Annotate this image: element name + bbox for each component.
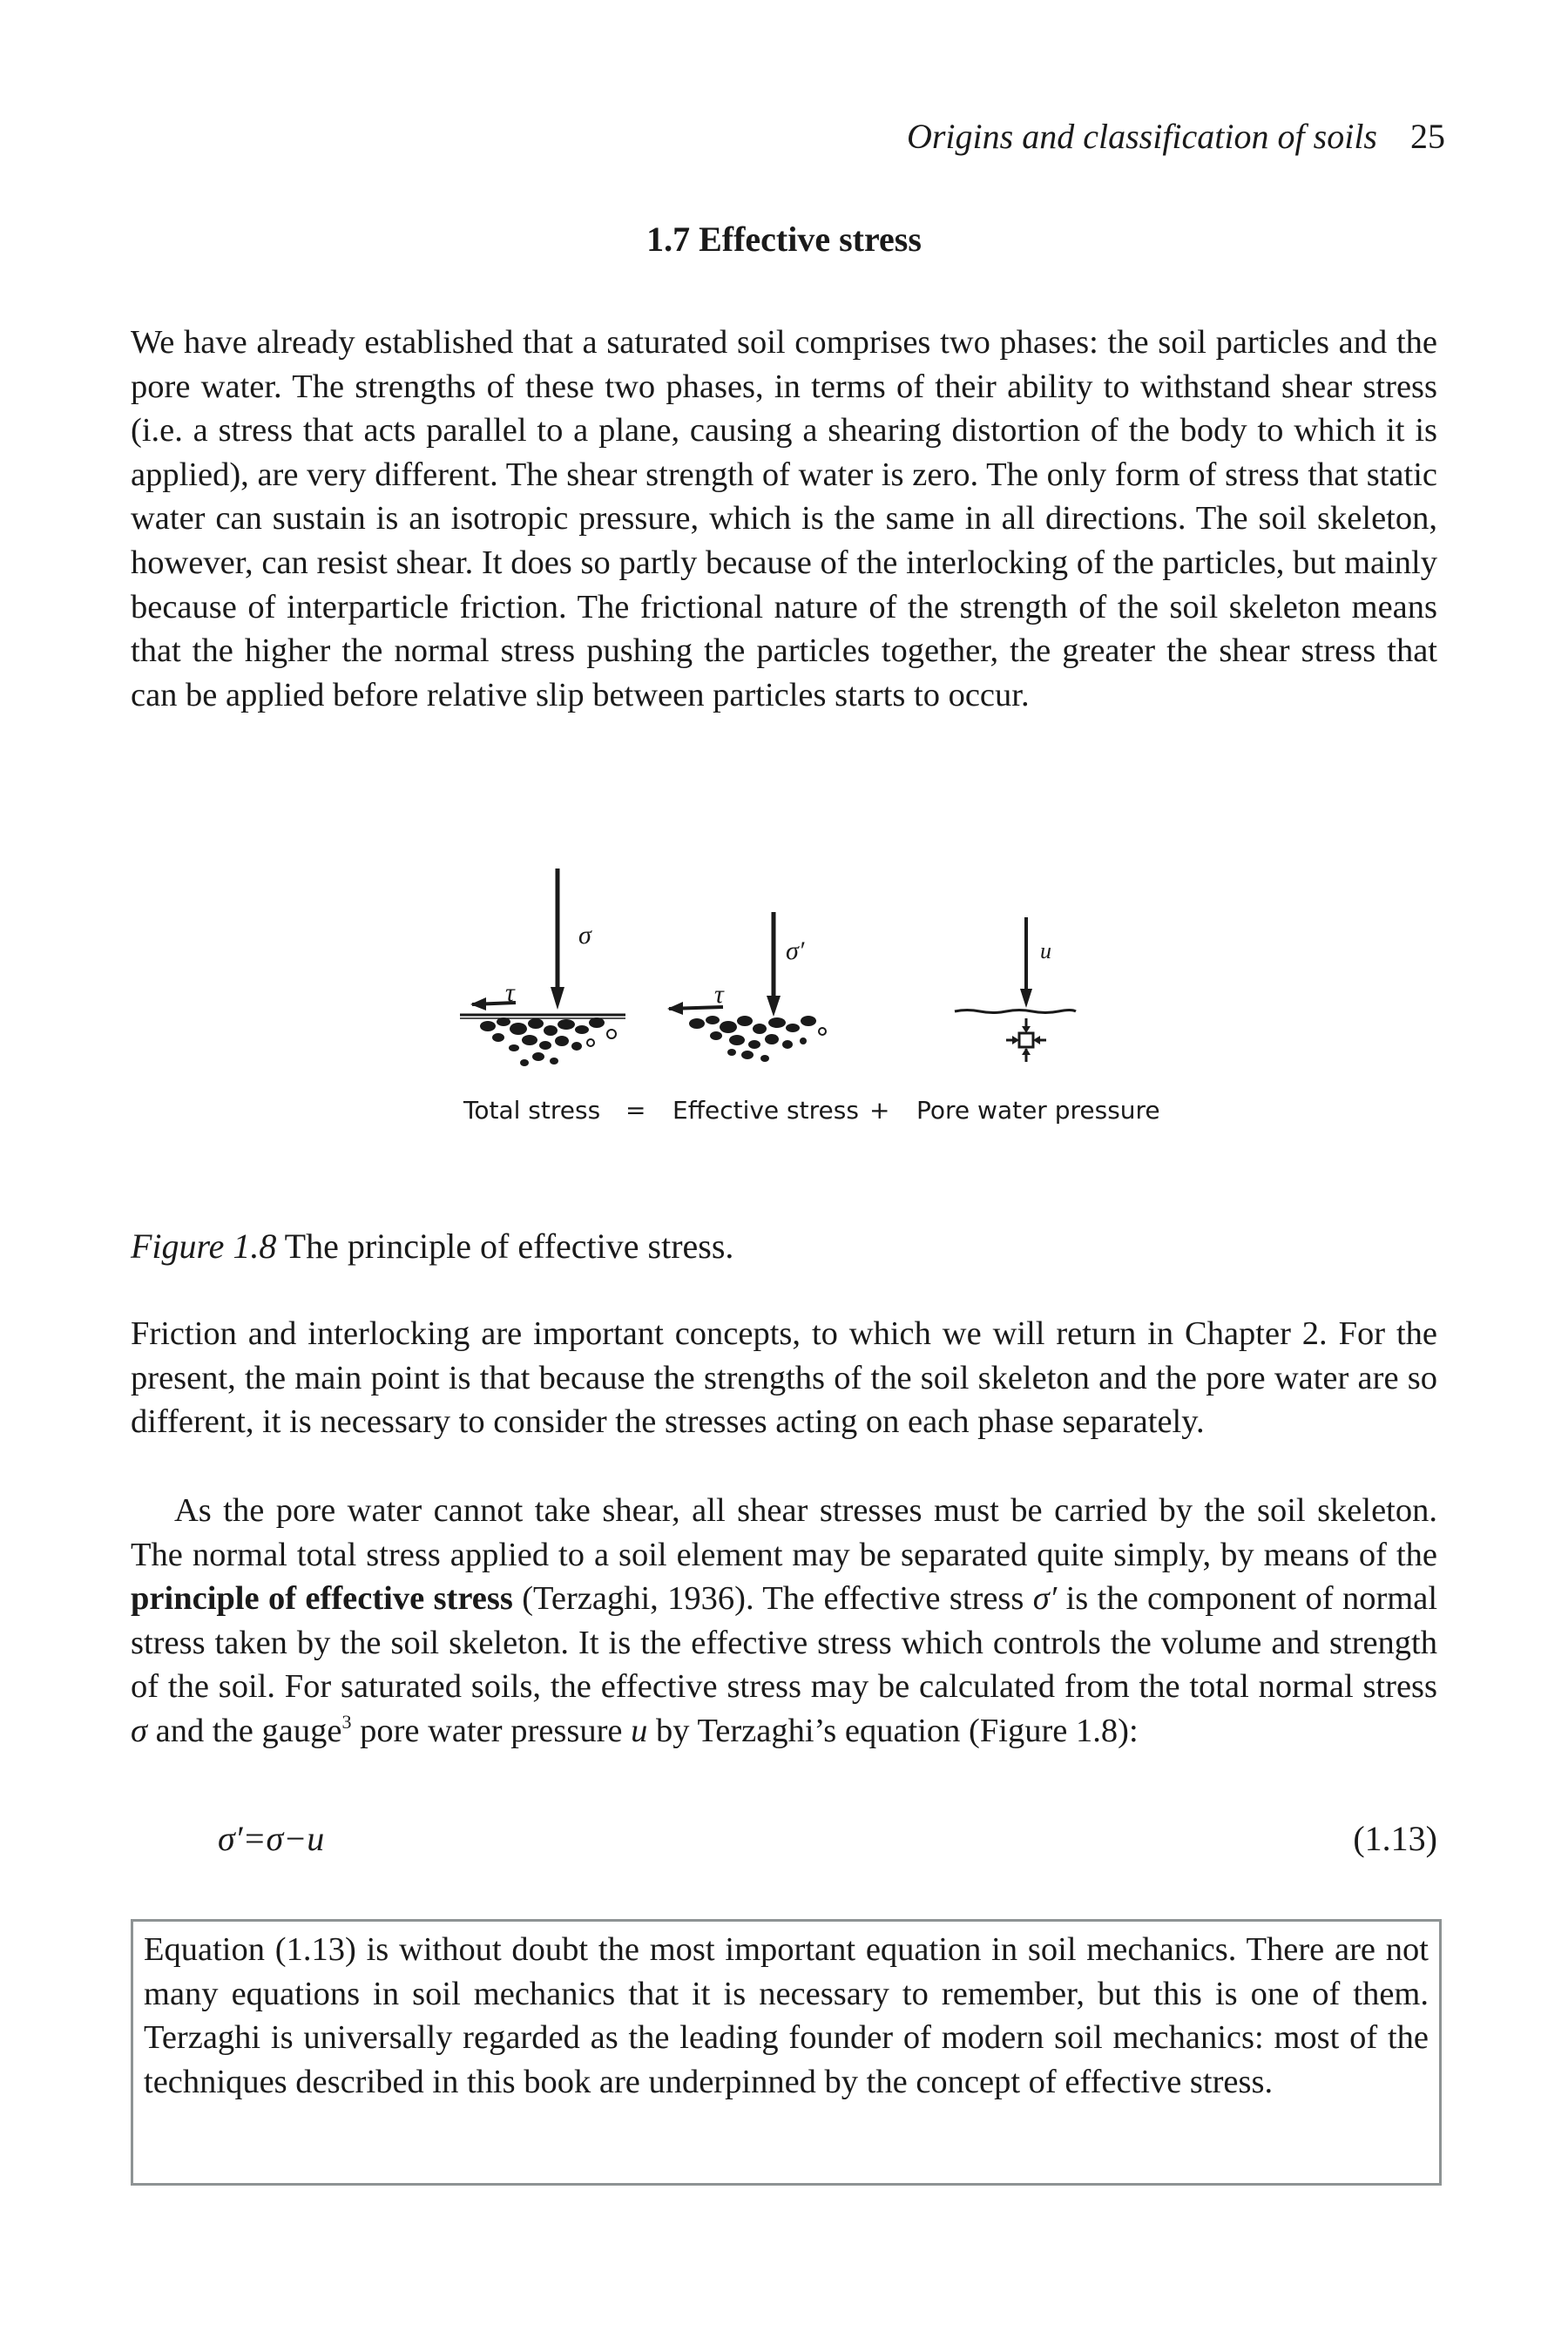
running-head — [907, 116, 1445, 158]
principle-text-4: and the gauge — [147, 1712, 342, 1749]
principle-text-2: (Terzaghi, 1936). The effective stress — [512, 1580, 1033, 1618]
effective-stress-label: Effective stress — [672, 1096, 859, 1125]
tau-prime-arrowhead — [667, 1002, 683, 1015]
figure-caption-text: The principle of effective stress. — [284, 1227, 734, 1266]
figure-caption-label: Figure 1.8 — [131, 1227, 277, 1266]
intro-paragraph: We have already established that a saturated soil comprises two phases: the soil particles and the pore water. The strengths of these two phases, in terms of their ability to withstand shear stress (i.e. a stress that acts parallel to a plane, causing a shearing distortion of the body to which it is applied), are very different. The shear strength of water is zero. The only form of stress that static water can sustain is an isotropic pressure, which is the same in all directions. The soil skeleton, however, can resist shear. It does so partly because of the interlocking of the particles, but mainly because of interparticle friction. The frictional nature of the strength of the soil skeleton means that the higher the normal stress pushing the particles together, the greater the shear stress that can be applied before relative slip between particles starts to occur. — [131, 324, 1437, 713]
boxed-note — [131, 1919, 1442, 2186]
equals-sign: = — [625, 1096, 646, 1125]
running-head-title: Origins and classification of soils — [906, 117, 1377, 156]
principle-text-6: by Terzaghi’s equation (Figure 1.8): — [647, 1712, 1139, 1749]
tau-arrowhead — [470, 997, 486, 1010]
boxed-note-text: Equation (1.13) is without doubt the most important equation in soil mechanics. There are not many equations in soil mechanics that it is necessary to remember, but this is one of them. Terzaghi is universally regarded as the leading founder of modern soil mechanics: most of the techniques described in this book are underpinned by the concept of effective stress. — [144, 1931, 1429, 2100]
water-surface — [955, 1010, 1076, 1013]
plus-sign: + — [869, 1096, 890, 1125]
soil-particles-effective — [689, 1016, 816, 1062]
friction-paragraph: Friction and interlocking are important concepts, to which we will return in Chapter 2. For the present, the main point is that because the strengths of the soil skeleton and the pore water are so different, it is necessary to consider the stresses acting on each phase separately. — [131, 1315, 1437, 1441]
u-inline: u — [631, 1712, 648, 1749]
sigma-symbol: σ — [578, 921, 591, 950]
principle-text-5: pore water pressure — [351, 1712, 632, 1749]
sigma-prime-arrowhead — [767, 996, 781, 1017]
sigma-inline: σ — [131, 1712, 147, 1749]
effective-stress-figure — [436, 849, 1202, 1137]
principle-paragraph — [131, 1489, 1437, 1754]
equation-number: (1.13) — [1353, 1819, 1437, 1858]
principle-text-1: As the pore water cannot take shear, all shear stresses must be carried by the soil skeleton. The normal total stress applied to a soil element may be separated quite simply, by means of the — [131, 1492, 1437, 1573]
principle-text-3: is the component of normal stress taken by the soil skeleton. It is the effective stress which controls the volume and strength of the soil. For saturated soils, the effective stress may be calculated from the total normal stress — [131, 1580, 1438, 1706]
water-element — [1019, 1033, 1033, 1047]
section-heading: 1.7 Effective stress — [646, 220, 922, 259]
u-symbol: u — [1040, 938, 1051, 963]
equation-expression: σ′=σ−u — [218, 1819, 325, 1858]
sigma-arrowhead — [551, 987, 564, 1010]
pore-pressure-panel — [955, 917, 1076, 1062]
effective-stress-panel — [667, 912, 826, 1062]
total-stress-panel — [460, 868, 625, 1066]
effective-stress-diagram — [436, 849, 1202, 1137]
tau-symbol-effective: τ — [714, 980, 724, 1009]
pore-water-pressure-label: Pore water pressure — [916, 1096, 1160, 1125]
total-stress-label: Total stress — [463, 1096, 601, 1125]
figure-caption — [131, 1226, 733, 1267]
soil-particles-total — [480, 1017, 605, 1066]
page-number: 25 — [1410, 117, 1445, 156]
principle-bold-term: principle of effective stress — [131, 1580, 513, 1618]
sigma-prime-inline: σ′ — [1032, 1580, 1058, 1618]
tau-symbol: τ — [505, 978, 515, 1007]
u-arrowhead — [1020, 989, 1032, 1008]
footnote-mark: 3 — [341, 1710, 352, 1733]
sigma-prime-symbol: σ′ — [786, 936, 805, 965]
